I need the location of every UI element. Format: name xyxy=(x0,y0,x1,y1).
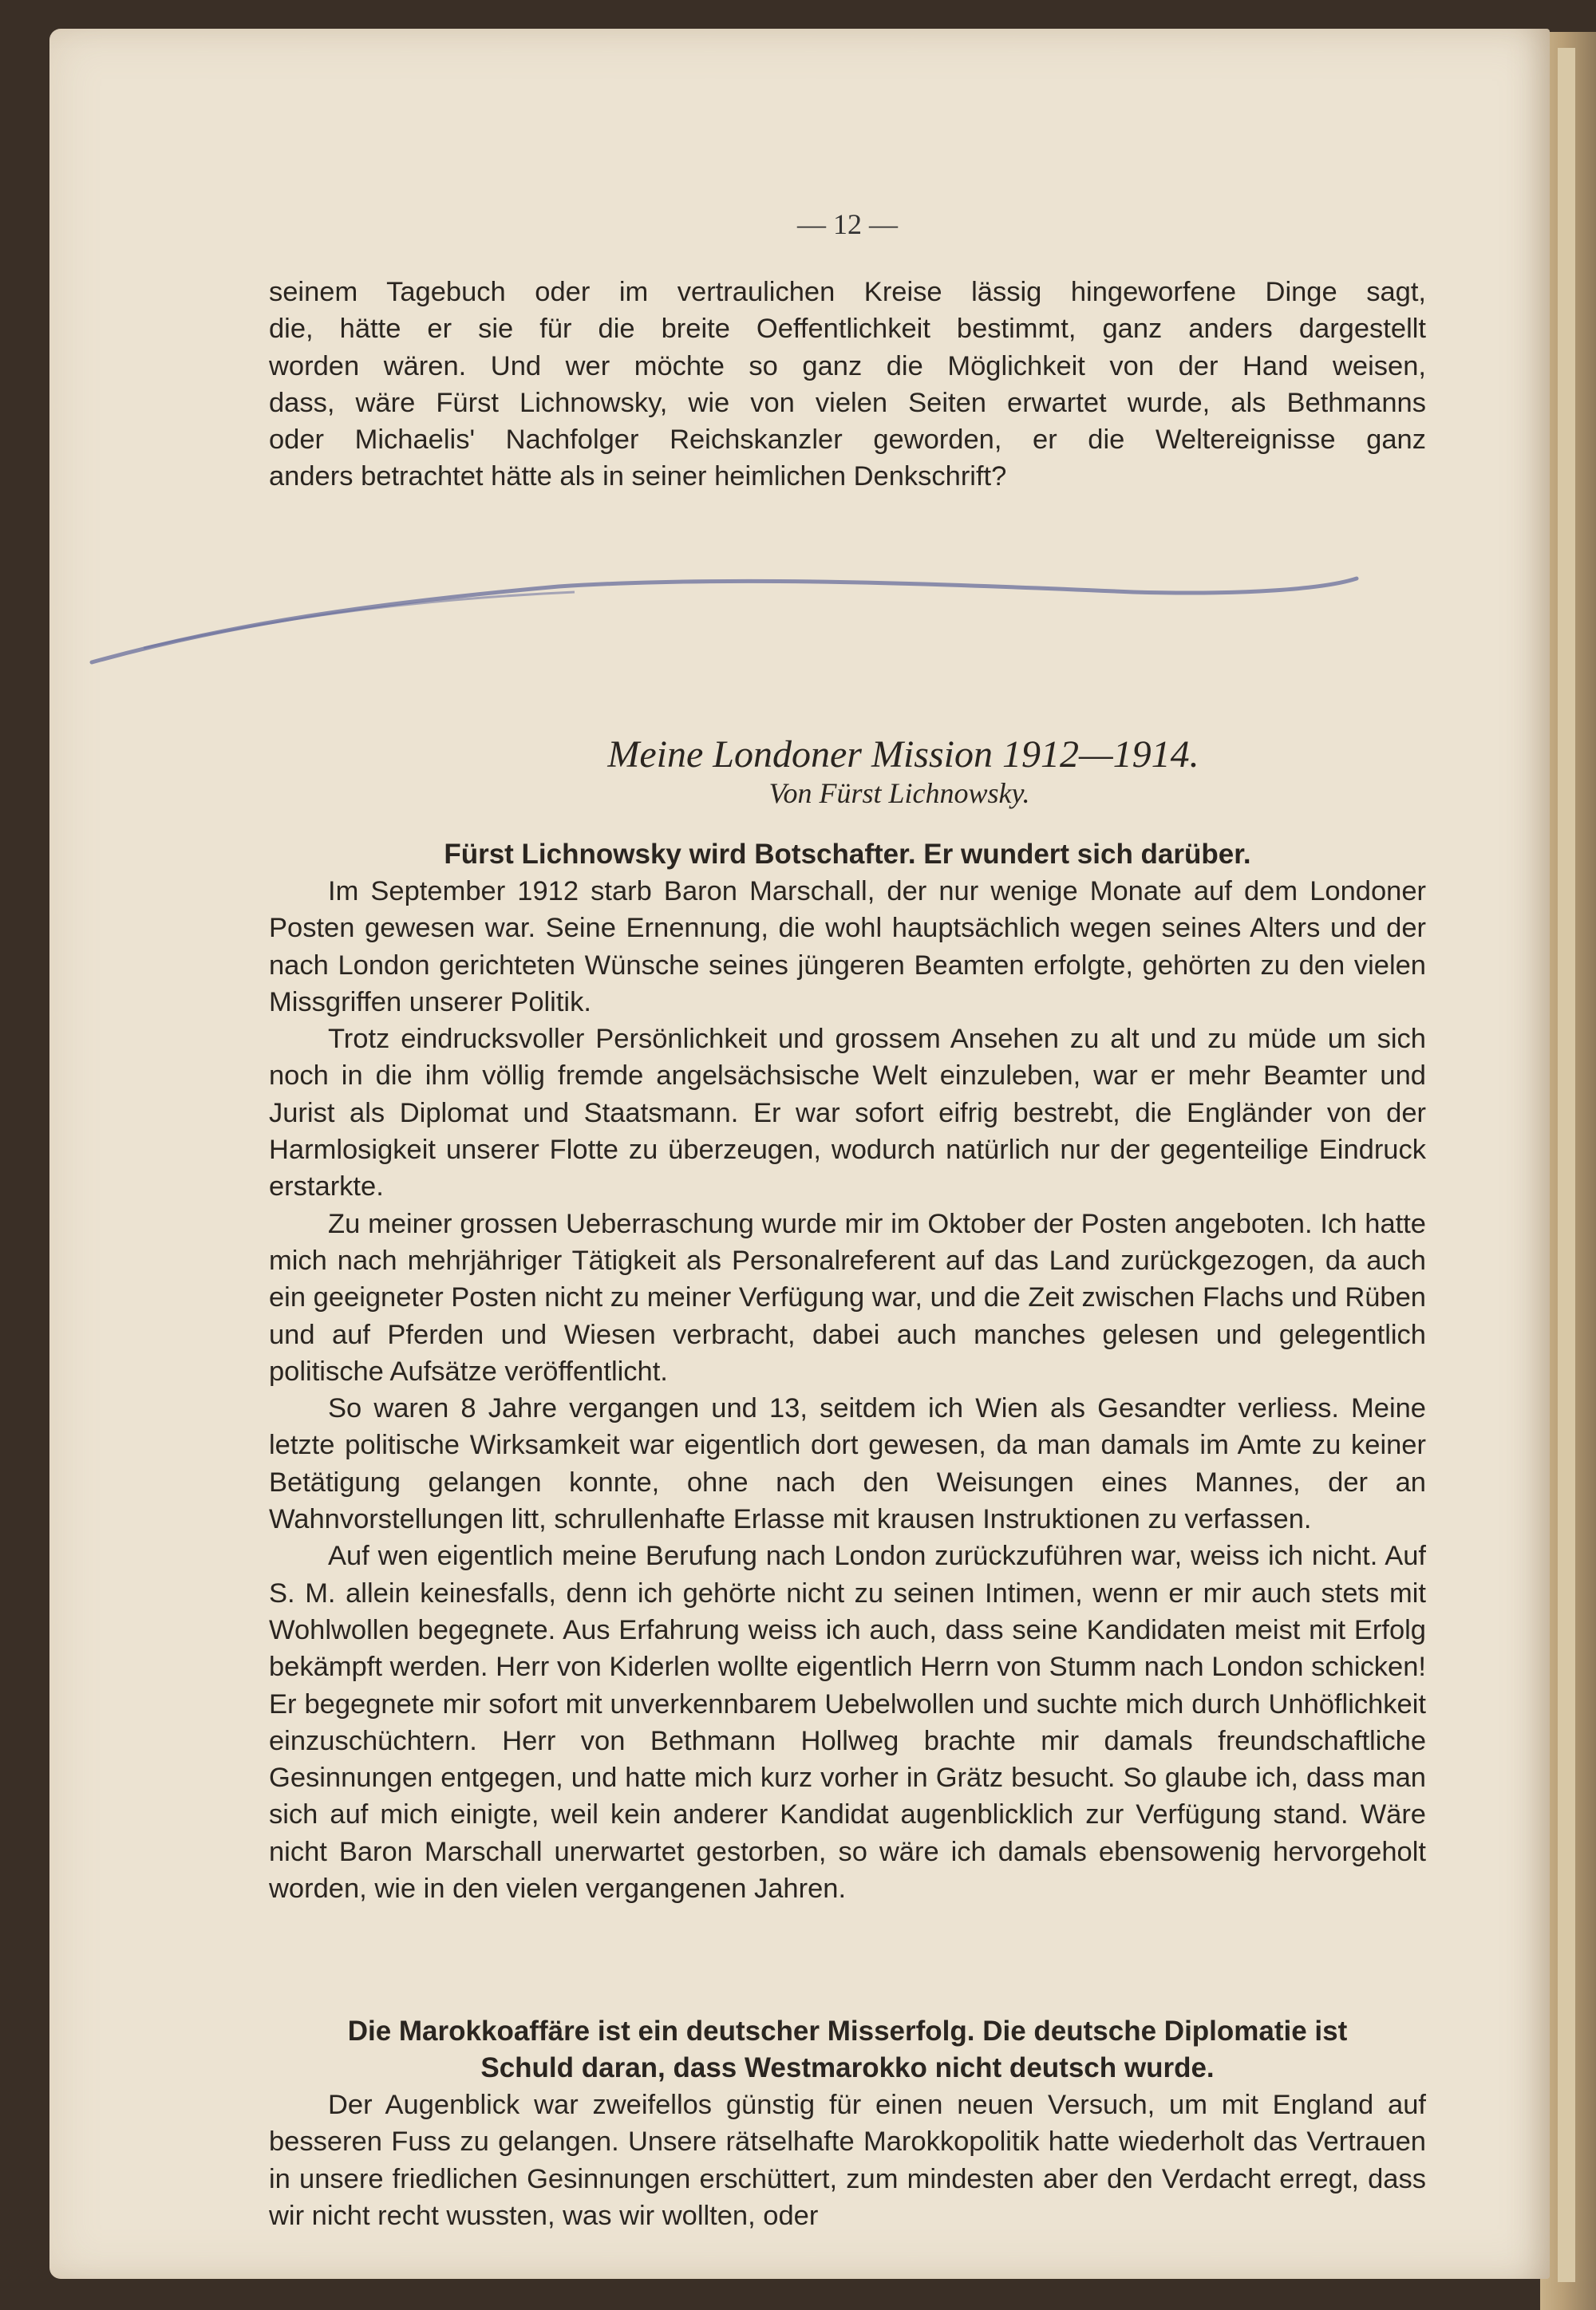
section-body-2 xyxy=(269,2087,1426,2234)
text-line: anders betrachtet hätte als in seiner heimlichen Denkschrift? xyxy=(269,461,1007,492)
paragraph: So waren 8 Jahre vergangen und 13, seitdem ich Wien als Gesandter verliess. Meine letzte politische Wirksamkeit war eigentlich dort gewesen, da man damals im Amte zu keiner Betätigung gelangen konnte, ohne nach den Weisungen eines Mannes, der an Wahnvorstellungen litt, schrullenhafte Erlasse mit krausen Instruktionen zu verfassen. xyxy=(269,1393,1426,1535)
section-heading-line: Die Marokkoaffäre ist ein deutscher Misserfolg. Die deutsche Diplomatie ist xyxy=(347,2016,1348,2047)
paragraph: Zu meiner grossen Ueberraschung wurde mir im Oktober der Posten angeboten. Ich hatte mich nach mehrjähriger Tätigkeit als Personalreferent auf das Land zurückgezogen, da auch ein geeigneter Posten nicht zu meiner Verfügung war, und die Zeit zwischen Flachs und Rüben und auf Pferden und Wiesen verbracht, dabei auch manches gelesen und gelegentlich politische Aufsätze veröffentlicht. xyxy=(269,1208,1426,1387)
text-line: worden wären. Und wer möchte so ganz die Möglichkeit von der Hand weisen, xyxy=(269,350,1426,381)
article-title-block xyxy=(269,732,1426,809)
intro-paragraph xyxy=(269,274,1426,496)
section-heading-line: Schuld daran, dass Westmarokko nicht deutsch wurde. xyxy=(480,2052,1215,2083)
article-byline: Von Fürst Lichnowsky. xyxy=(768,777,1030,809)
paragraph: Im September 1912 starb Baron Marschall, der nur wenige Monate auf dem Londoner Posten gewesen war. Seine Ernennung, die wohl hauptsächlich wegen seines Alters und der nach London gerichteten Wünsche seines jüngeren Beamten erfolgte, gehörten zu den vielen Missgriffen unserer Politik. xyxy=(269,876,1426,1017)
paragraph: Der Augenblick war zweifellos günstig für einen neuen Versuch, um mit England auf besseren Fuss zu gelangen. Unsere rätselhafte Marokkopolitik hatte wiederholt das Vertrauen in unsere friedlichen Gesinnungen erschüttert, zum mindesten aber den Verdacht erregt, dass wir nicht recht wussten, was wir wollten, oder xyxy=(269,2090,1426,2231)
text-line: seinem Tagebuch oder im vertraulichen Kreise lässig hingeworfene Dinge sagt, xyxy=(269,277,1426,307)
article-title: Meine Londoner Mission 1912—1914. xyxy=(607,733,1199,776)
paragraph: Trotz eindrucksvoller Persönlichkeit und grossem Ansehen zu alt und zu müde um sich noch in die ihm völlig fremde angelsächsische Welt einzuleben, war er mehr Beamter und Jurist als Diplomat und Staatsmann. Er war sofort eifrig bestrebt, die Engländer von der Harmlosigkeit unserer Flotte zu überzeugen, wodurch natürlich nur der gegenteilige Eindruck erstarkte. xyxy=(269,1024,1426,1202)
section-body xyxy=(269,873,1426,1907)
text-line: oder Michaelis' Nachfolger Reichskanzler geworden, er die Weltereignisse ganz xyxy=(269,424,1426,456)
section-heading: Fürst Lichnowsky wird Botschafter. Er wundert sich darüber. xyxy=(444,839,1251,870)
section-heading-2 xyxy=(269,2013,1426,2087)
text-line: dass, wäre Fürst Lichnowsky, wie von vielen Seiten erwartet wurde, als Bethmanns xyxy=(269,387,1426,418)
paragraph: Auf wen eigentlich meine Berufung nach London zurückzuführen war, weiss ich nicht. Auf S. M. allein keinesfalls, denn ich gehörte nicht zu seinen Intimen, wenn er mir auch stets mit Wohlwollen begegnete. Aus Erfahrung weiss ich auch, dass seine Kandidaten meist mit Erfolg bekämpft werden. Herr von Kiderlen wollte eigentlich Herrn von Stumm nach London schicken! Er begegnete mir sofort mit unverkennbarem Uebelwollen und suchte mich durch Unhöflichkeit einzuschüchtern. Herr von Bethmann Hollweg brachte mir damals freundschaftliche Gesinnungen entgegen, und hatte mich kurz vorher in Grätz besucht. So glaube ich, dass man sich auf mich einigte, weil kein anderer Kandidat augenblicklich zur Verfügung stand. Wäre nicht Baron Marschall unerwartet gestorben, so wäre ich damals ebensowenig hervorgeholt worden, wie in den vielen vergangenen Jahren. xyxy=(269,1541,1426,1905)
text-line: die, hätte er sie für die breite Oeffentlichkeit bestimmt, ganz anders dargestellt xyxy=(269,314,1426,345)
page-number: — 12 — xyxy=(797,208,898,240)
